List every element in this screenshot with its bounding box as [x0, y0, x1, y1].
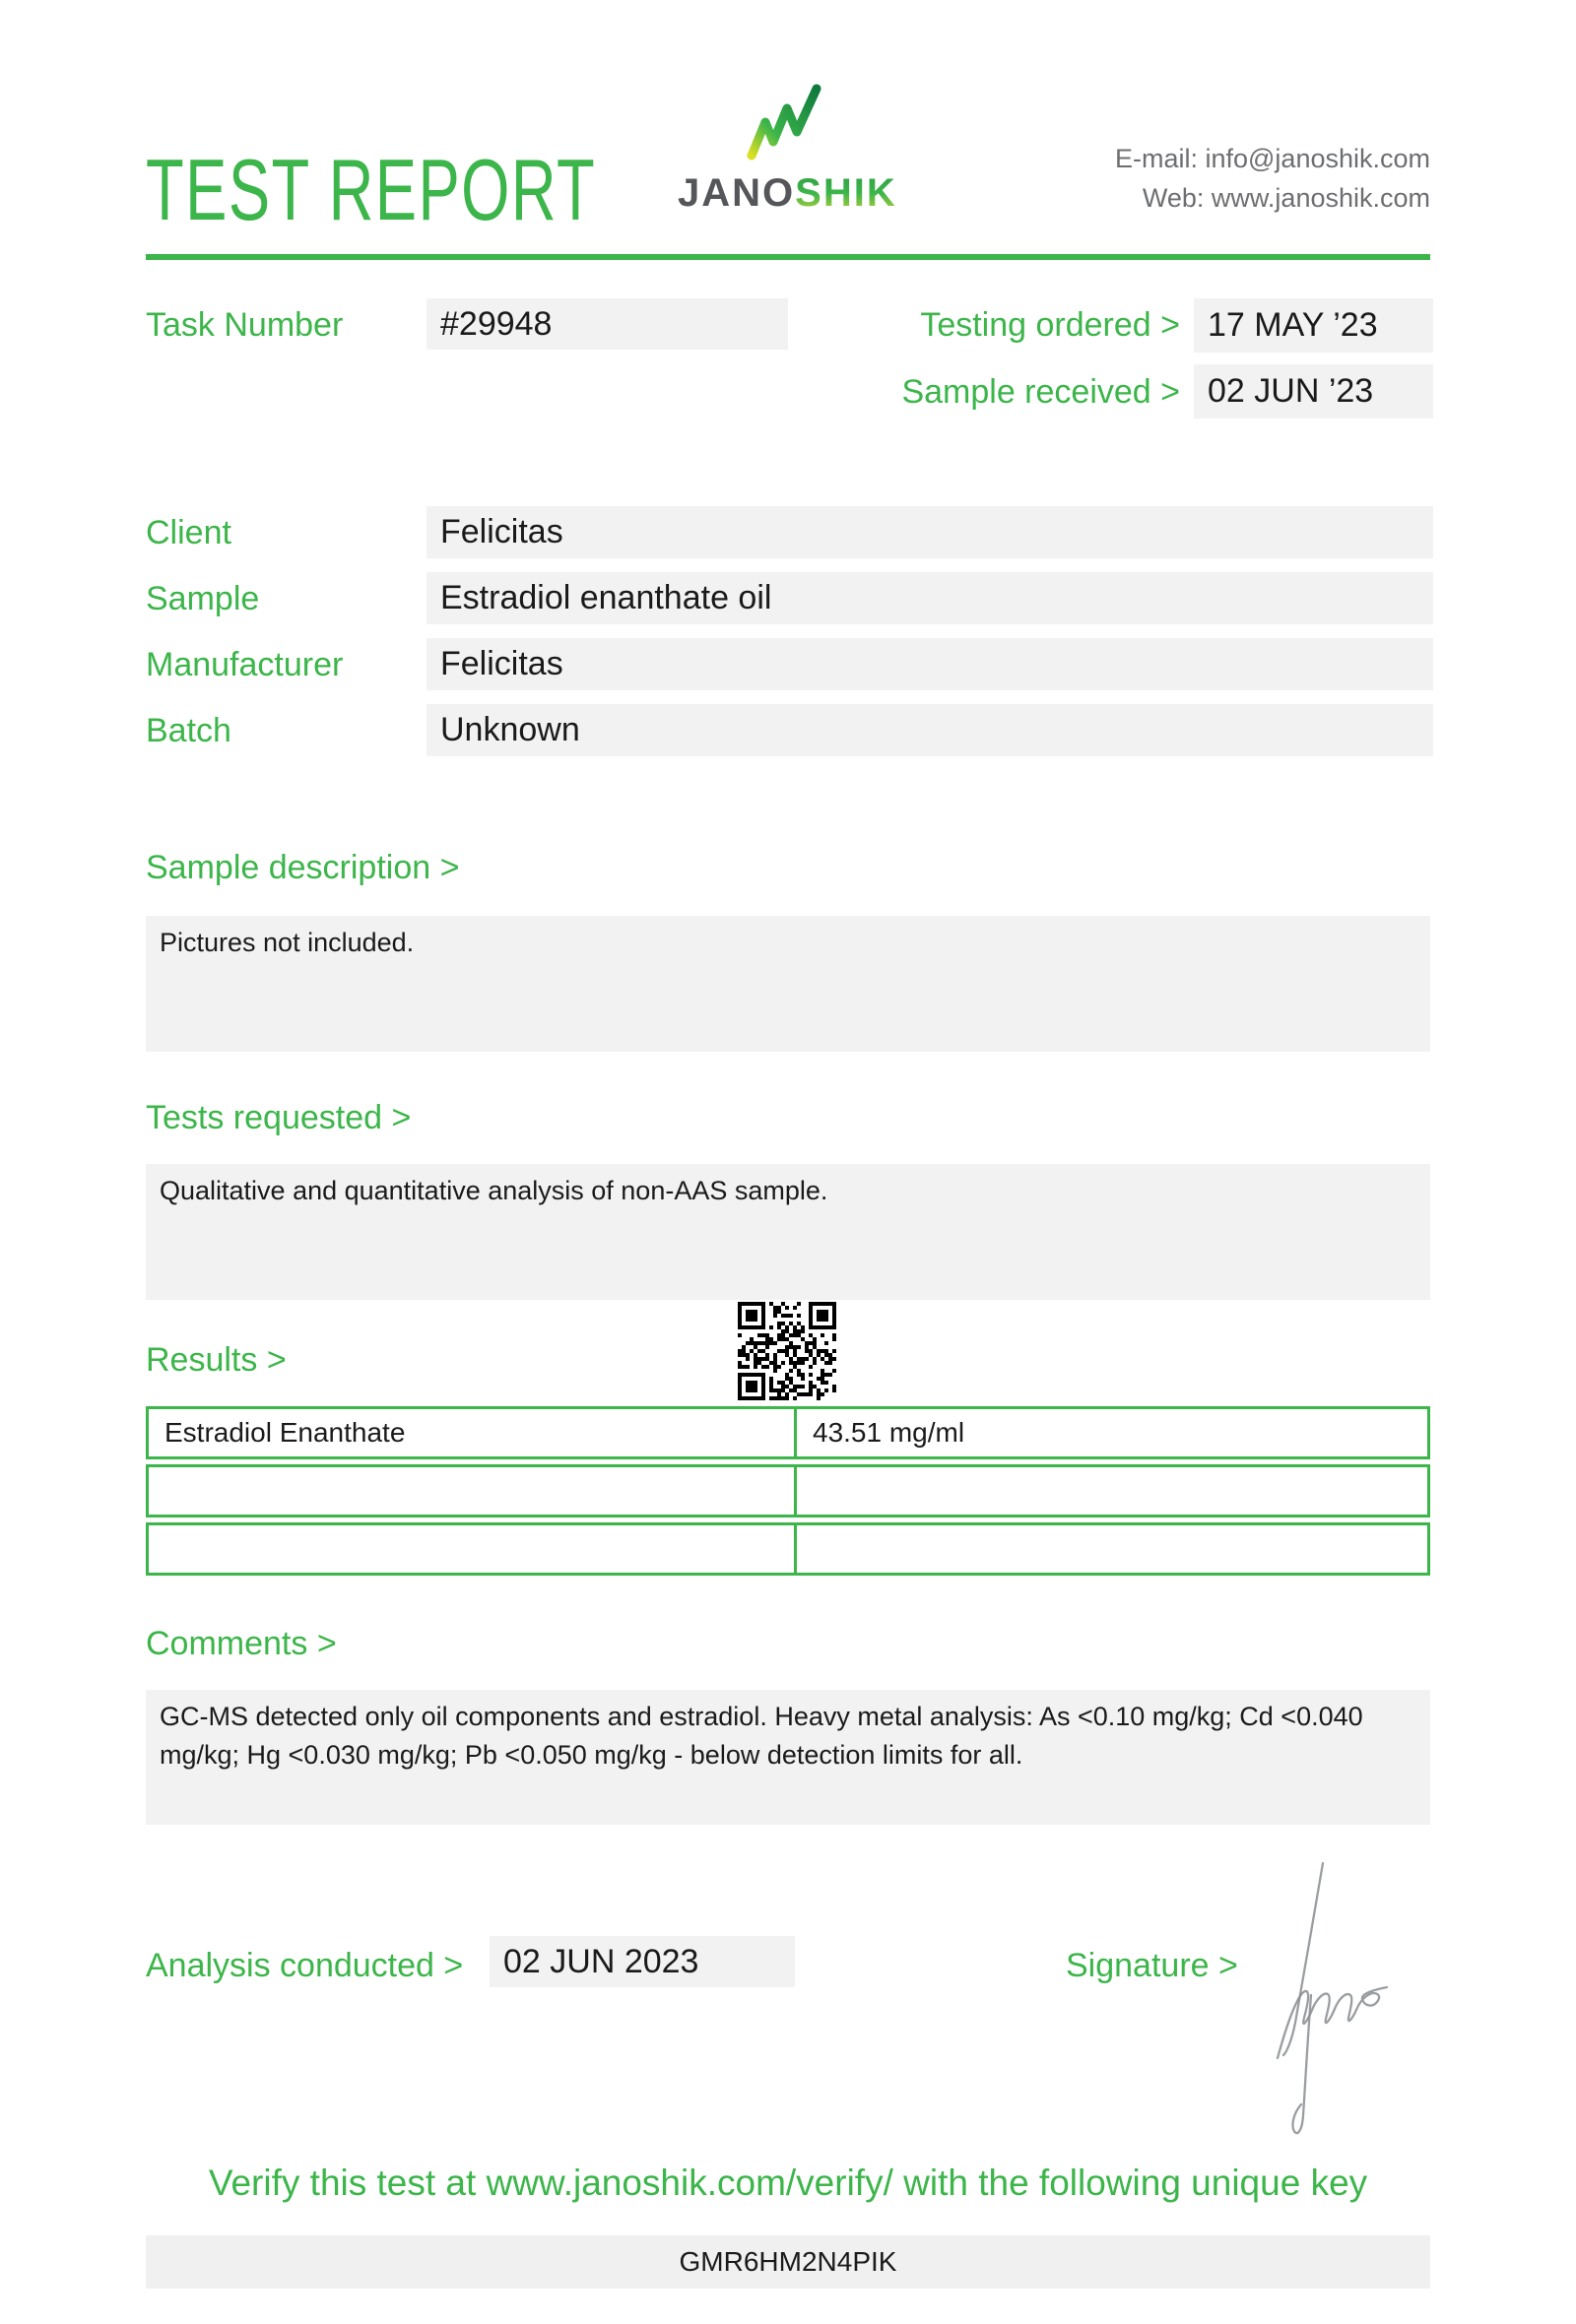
- contact-email-line: [938, 144, 1430, 174]
- sample-label: Sample: [146, 580, 260, 617]
- tests-requested-heading: Tests requested >: [146, 1099, 412, 1136]
- result-concentration: [797, 1467, 1427, 1515]
- email-label: E-mail:: [1114, 144, 1198, 173]
- unique-key: GMR6HM2N4PIK: [679, 2246, 897, 2277]
- task-number-label: Task Number: [146, 306, 344, 344]
- results-table: [146, 1406, 1430, 1581]
- qr-code: [738, 1302, 836, 1400]
- brand-wordmark: [678, 171, 897, 216]
- sample-description-box: [146, 916, 1430, 1052]
- email-value: info@janoshik.com: [1205, 144, 1430, 173]
- result-concentration: [797, 1525, 1427, 1573]
- analysis-conducted-value: 02 JUN 2023: [490, 1936, 795, 1987]
- sample-value: Estradiol enanthate oil: [427, 572, 1433, 624]
- contact-web-line: [938, 183, 1430, 214]
- analysis-conducted-label: Analysis conducted >: [146, 1947, 464, 1984]
- testing-ordered-label: Testing ordered >: [920, 306, 1180, 344]
- comments-text: GC-MS detected only oil components and estradiol. Heavy metal analysis: As <0.10 mg/kg; Cd <0.040 mg/kg; Hg <0.030 mg/kg; Pb <0.050 mg/kg - below detection limits for all.: [160, 1702, 1363, 1771]
- task-number-value: #29948: [427, 298, 788, 350]
- brand-wordmark-left: JANO: [678, 171, 796, 215]
- result-concentration: 43.51 mg/ml: [813, 1417, 965, 1448]
- verify-instruction: Verify this test at www.janoshik.com/verify/ with the following unique key: [208, 2163, 1368, 2203]
- result-substance: Estradiol Enanthate: [149, 1409, 797, 1456]
- unique-key-box: [146, 2235, 1430, 2289]
- comments-heading: Comments >: [146, 1625, 337, 1662]
- results-heading: Results >: [146, 1341, 287, 1379]
- batch-value: Unknown: [427, 704, 1433, 756]
- growth-chart-icon: [746, 83, 828, 163]
- client-label: Client: [146, 514, 231, 551]
- web-value: www.janoshik.com: [1211, 183, 1430, 213]
- result-substance: [149, 1525, 797, 1573]
- comments-box: [146, 1690, 1430, 1825]
- manufacturer-label: Manufacturer: [146, 646, 344, 683]
- brand-wordmark-right: SHIK: [795, 171, 897, 215]
- tests-requested-box: [146, 1164, 1430, 1300]
- table-row: [146, 1522, 1430, 1576]
- sample-received-label: Sample received >: [901, 373, 1180, 411]
- result-substance: [149, 1467, 797, 1515]
- page-title: TEST REPORT: [146, 141, 597, 238]
- sample-description-heading: Sample description >: [146, 849, 460, 886]
- table-row: [146, 1406, 1430, 1459]
- table-row: [146, 1464, 1430, 1517]
- manufacturer-value: Felicitas: [427, 638, 1433, 690]
- web-label: Web:: [1142, 183, 1205, 213]
- sample-received-value: 02 JUN ’23: [1194, 364, 1433, 419]
- header-divider: [146, 254, 1430, 260]
- signature-label: Signature >: [1066, 1947, 1238, 1984]
- testing-ordered-value: 17 MAY ’23: [1194, 298, 1433, 353]
- batch-label: Batch: [146, 712, 231, 749]
- signature-graphic: [1256, 1849, 1438, 2145]
- client-value: Felicitas: [427, 506, 1433, 558]
- sample-description-text: Pictures not included.: [160, 928, 415, 957]
- tests-requested-text: Qualitative and quantitative analysis of non-AAS sample.: [160, 1176, 828, 1205]
